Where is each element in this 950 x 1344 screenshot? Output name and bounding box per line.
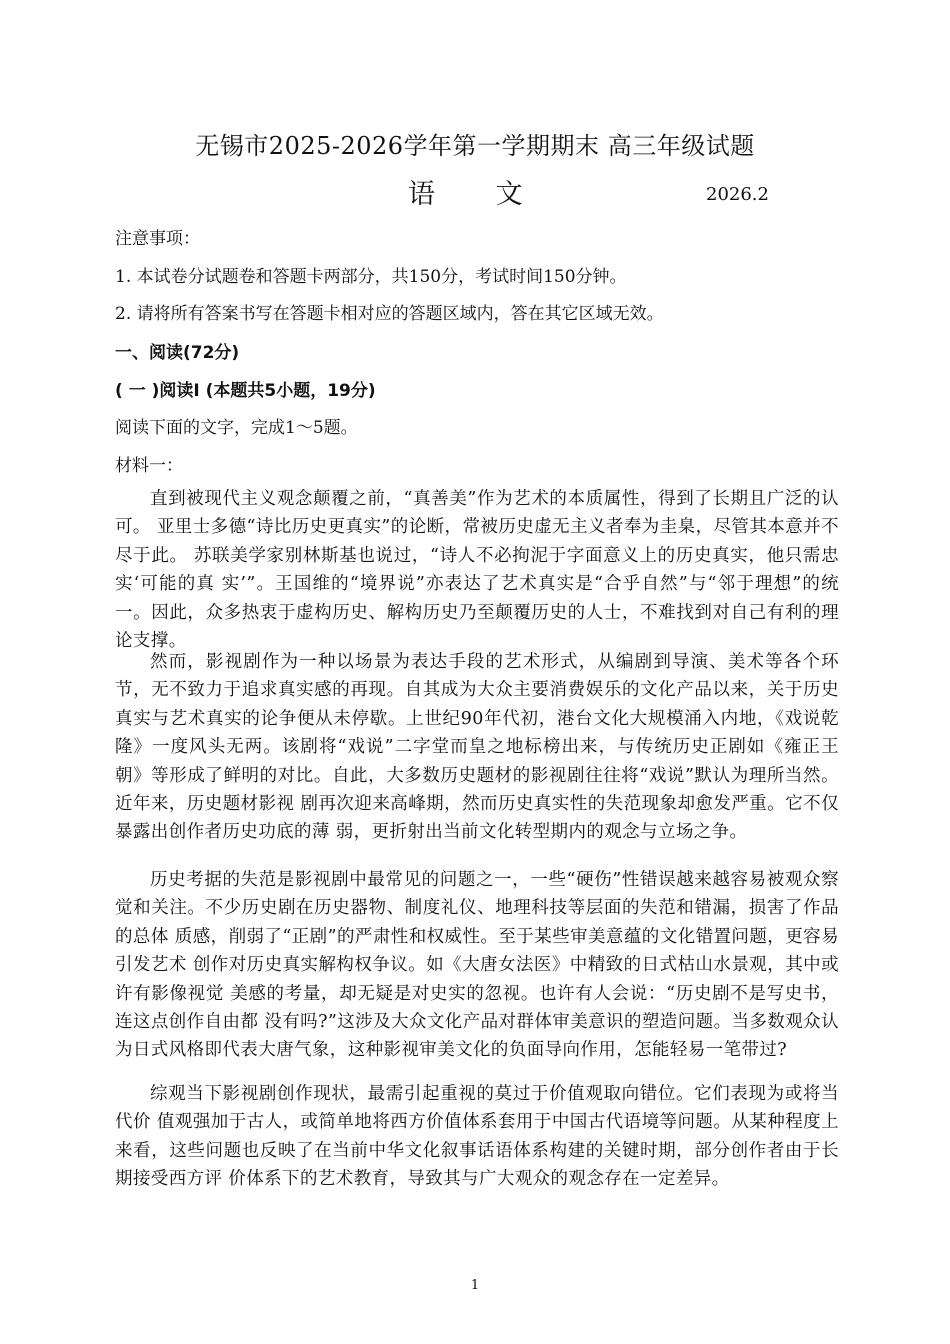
subsection-heading: ( 一 )阅读Ⅰ (本题共5小题，19分) bbox=[115, 381, 376, 401]
notice-item-2: 2. 请将所有答案书写在答题卡相对应的答题区域内，答在其它区域无效。 bbox=[115, 304, 664, 324]
section-heading: 一、阅读(72分) bbox=[115, 343, 240, 363]
page-number: 1 bbox=[470, 1278, 480, 1293]
exam-date: 2026.2 bbox=[706, 184, 769, 205]
paragraph-3: 历史考据的失范是影视剧中最常见的问题之一，一些“硬伤”性错误越来越容易被观众察觉和关注。不少历史剧在历史器物、制度礼仪、地理科技等层面的失范和错漏，损害了作品的总体 质感，削弱了“正剧”的严肃性和权威性。至于某些审美意蕴的文化错置问题，更容易引发艺术 创作对历史真实解构权争议。如《大唐女法医》中精致的日式枯山水景观，其中或许有影像视觉 美感的考量，却无疑是对史实的忽视。也许有人会说：“历史剧不是写史书，连这点创作自由都 没有吗?”这涉及大众文化产品对群体审美意识的塑造问题。当多数观众认为日式风格即代表大唐气象，这种影视审美文化的负面导向作用，怎能轻易一笔带过? bbox=[115, 870, 839, 1061]
notice-item-1: 1. 本试卷分试题卷和答题卡两部分，共150分，考试时间150分钟。 bbox=[115, 267, 627, 287]
reading-instruction: 阅读下面的文字，完成1～5题。 bbox=[115, 418, 358, 438]
paragraph-2: 然而，影视剧作为一种以场景为表达手段的艺术形式，从编剧到导演、美术等各个环节，无不致力于追求真实感的再现。自其成为大众主要消费娱乐的文化产品以来，关于历史真实与艺术真实的论争便从未停歇。上世纪90年代初，港台文化大规模涌入内地，《戏说乾隆》一度风头无两。该剧将“戏说”二字堂而皇之地标榜出来，与传统历史正剧如《雍正王朝》等形成了鲜明的对比。自此，大多数历史题材的影视剧往往将“戏说”默认为理所当然。近年来，历史题材影视 剧再次迎来高峰期，然而历史真实性的失范现象却愈发严重。它不仅暴露出创作者历史功底的薄 弱，更折射出当前文化转型期内的观念与立场之争。 bbox=[115, 652, 839, 843]
subject-label: 语 文 bbox=[408, 179, 549, 210]
paragraph-4: 综观当下影视剧创作现状，最需引起重视的莫过于价值观取向错位。它们表现为或将当代价 值观强加于古人，或简单地将西方价值体系套用于中国古代语境等问题。从某种程度上来看，这些问题也反映了在当前中华文化叙事话语体系构建的关键时期，部分创作者由于长期接受西方评 价体系下的艺术教育，导致其与广大观众的观念存在一定差异。 bbox=[115, 1084, 839, 1190]
material-label: 材料一： bbox=[115, 456, 183, 476]
notice-heading: 注意事项： bbox=[115, 229, 200, 249]
paragraph-1: 直到被现代主义观念颠覆之前，“真善美”作为艺术的本质属性，得到了长期且广泛的认可。 亚里士多德“诗比历史更真实”的论断，常被历史虚无主义者奉为圭臬，尽管其本意并不尽于此。 苏联美学家别林斯基也说过，“诗人不必拘泥于字面意义上的历史真实，他只需忠实‘可能的真 实’”。王国维的“境界说”亦表达了艺术真实是“合乎自然”与“邻于理想”的统一。因此，众多热衷于虚构历史、解构历史乃至颠覆历史的人士，不难找到对自己有利的理论支撑。 bbox=[115, 489, 839, 652]
exam-title: 无锡市2025-2026学年第一学期期末 高三年级试题 bbox=[195, 132, 755, 160]
